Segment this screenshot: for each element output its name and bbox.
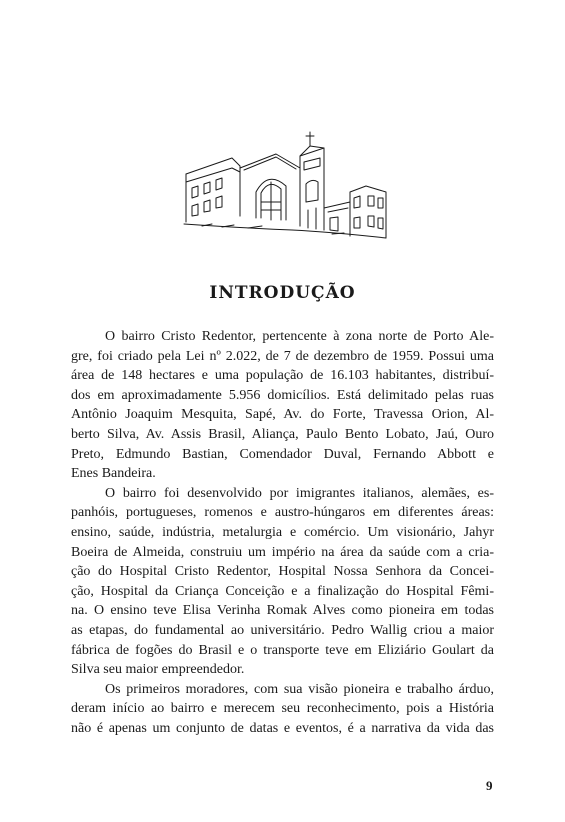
text-line: gre, foi criado pela Lei nº 2.022, de 7 de dezembro de 1959. Possui uma — [71, 348, 494, 364]
text-line: as etapas, do fundamental ao universitário. Pedro Wallig criou a maior — [71, 622, 494, 638]
text-line: Enes Bandeira. — [71, 466, 156, 482]
text-line: O bairro foi desenvolvido por imigrantes italianos, alemães, es- — [105, 485, 494, 501]
text-line: ção, Hospital da Criança Conceição e a finalização do Hospital Fêmi- — [71, 583, 494, 599]
text-line: deram início ao bairro e merecem seu reconhecimento, pois a História — [71, 701, 494, 717]
text-line: O bairro Cristo Redentor, pertencente à zona norte de Porto Ale- — [105, 329, 494, 344]
text-line: ção do Hospital Cristo Redentor, Hospital Nossa Senhora da Concei- — [71, 564, 494, 580]
text-line: Boeira de Almeida, construiu um império na área da saúde com a cria- — [71, 544, 494, 560]
church-illustration-icon — [182, 126, 388, 242]
text-line: Os primeiros moradores, com sua visão pioneira e trabalho árduo, — [105, 681, 494, 697]
chapter-title: INTRODUÇÃO — [209, 283, 356, 303]
text-line: panhóis, portugueses, romenos e austro-húngaros em diferentes áreas: — [71, 505, 494, 521]
text-line: na. O ensino teve Elisa Verinha Romak Alves como pioneira em todas — [71, 603, 494, 619]
text-line: Preto, Edmundo Bastian, Comendador Duval, Fernando Abbott e — [71, 446, 494, 462]
text-line: berto Silva, Av. Assis Brasil, Aliança, Paulo Bento Lobato, Jaú, Ouro — [71, 426, 494, 442]
text-line: não é apenas um conjunto de datas e eventos, é a narrativa da vida das — [71, 720, 494, 736]
text-line: dos em aproximadamente 5.956 domicílios. Está delimitado pelas ruas — [71, 387, 494, 403]
text-line: fábrica de fogões do Brasil e o transporte teve em Eliziário Goulart da — [71, 642, 494, 658]
body-text — [71, 327, 494, 738]
text-line: Silva seu maior empreendedor. — [71, 662, 245, 678]
text-line: área de 148 hectares e uma população de 16.103 habitantes, distribuí- — [71, 368, 494, 384]
text-line: ensino, saúde, indústria, metalurgia e comércio. Um visionário, Jahyr — [71, 524, 494, 540]
page-number: 9 — [486, 778, 493, 793]
text-line: Antônio Joaquim Mesquita, Sapé, Av. do Forte, Travessa Orion, Al- — [71, 407, 494, 423]
